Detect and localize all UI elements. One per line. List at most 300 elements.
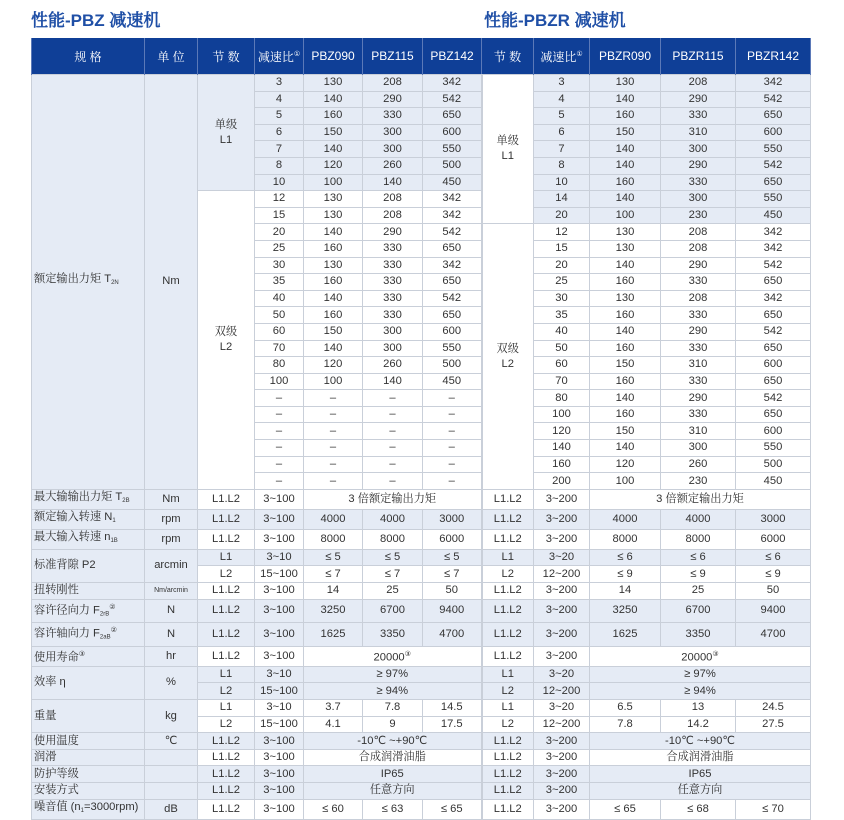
value-cell: 14.2 (661, 716, 736, 733)
value-cell: L2 (198, 566, 255, 583)
pbzr-stage-l1: 单级 L1 (482, 75, 534, 224)
value-cell: ≤ 7 (363, 566, 423, 583)
pbz-cell: 60 (255, 323, 304, 340)
pbzr-cell: 600 (736, 423, 811, 440)
mounting-row (32, 782, 811, 799)
value-cell: 12~200 (534, 566, 590, 583)
pbz-cell: 160 (304, 307, 363, 324)
pbz-cell: 342 (423, 257, 482, 274)
pbz-cell: 342 (423, 191, 482, 208)
pbzr-cell: 330 (661, 307, 736, 324)
pbz-cell: 650 (423, 307, 482, 324)
value-cell: 3~200 (534, 647, 590, 667)
pbzr-cell: 450 (736, 473, 811, 490)
value-cell: ≤ 7 (304, 566, 363, 583)
pbz-cell: 160 (304, 240, 363, 257)
pbzr-cell: 208 (661, 75, 736, 92)
lubrication-value: 合成润滑油脂 (304, 749, 482, 766)
stiffness-unit: Nm/arcmin (145, 583, 198, 600)
value-cell: 17.5 (423, 716, 482, 733)
value-cell: 24.5 (736, 700, 811, 717)
stiffness-label: 扭转刚性 (32, 583, 145, 600)
axial_force-unit: N (145, 623, 198, 647)
pbzr-cell: 208 (661, 224, 736, 241)
pbzr-cell: 300 (661, 440, 736, 457)
value-cell: L1.L2 (482, 489, 534, 509)
efficiency-l2-value: ≥ 94% (304, 683, 482, 700)
pbz-cell: 140 (304, 340, 363, 357)
max_torque-unit: Nm (145, 489, 198, 509)
max_speed-unit: rpm (145, 529, 198, 549)
efficiency-l1-value: ≥ 97% (304, 666, 482, 683)
pbzr-cell: 20 (534, 207, 590, 224)
value-cell: 3000 (736, 509, 811, 529)
value-cell: 50 (736, 583, 811, 600)
pbz-cell: 342 (423, 207, 482, 224)
pbzr-cell: 650 (736, 373, 811, 390)
max-torque-value: 3 倍额定输出力矩 (304, 489, 482, 509)
pbzr-cell: 290 (661, 257, 736, 274)
pbz-cell: 290 (363, 224, 423, 241)
value-cell: 3~100 (255, 749, 304, 766)
value-cell: L1.L2 (198, 749, 255, 766)
pbzr-cell: 15 (534, 240, 590, 257)
header-unit: 单 位 (145, 38, 198, 75)
pbz-cell: – (423, 473, 482, 490)
pbzr-cell: 12 (534, 224, 590, 241)
pbzr-cell: 20 (534, 257, 590, 274)
pbzr-cell: 290 (661, 323, 736, 340)
efficiency-l1-row (32, 666, 811, 683)
value-cell: 13 (661, 700, 736, 717)
value-cell: 3~200 (534, 509, 590, 529)
pbzr-cell: 6 (534, 124, 590, 141)
pbz-cell: 100 (255, 373, 304, 390)
value-cell: 6.5 (590, 700, 661, 717)
value-cell: 3~20 (534, 700, 590, 717)
axial_force-row (32, 623, 811, 647)
value-cell: 3~200 (534, 489, 590, 509)
value-cell: 6000 (736, 529, 811, 549)
pbzr-cell: 550 (736, 440, 811, 457)
weight-unit: kg (145, 700, 198, 733)
pbz-cell: 35 (255, 274, 304, 291)
weight-l1-row (32, 700, 811, 717)
efficiency-unit: % (145, 666, 198, 699)
pbzr-cell: 342 (736, 75, 811, 92)
pbzr-cell: 140 (590, 390, 661, 407)
pbzr-cell: 150 (590, 423, 661, 440)
value-cell: L1.L2 (198, 733, 255, 750)
pbzr-cell: 650 (736, 174, 811, 191)
pbz-cell: 330 (363, 257, 423, 274)
pbz-title: 性能-PBZ 减速机 (31, 11, 161, 30)
pbz-cell: 3 (255, 75, 304, 92)
value-cell: 3~200 (534, 799, 590, 819)
pbzr-cell: 330 (661, 373, 736, 390)
temperature-value: -10℃ ~+90℃ (304, 733, 482, 750)
pbzr-cell: 542 (736, 157, 811, 174)
pbz-cell: 450 (423, 174, 482, 191)
pbz-cell: 300 (363, 323, 423, 340)
value-cell: 7.8 (590, 716, 661, 733)
radial_force-row (32, 599, 811, 623)
pbzr-cell: 25 (534, 274, 590, 291)
header-pbzr090: PBZR090 (590, 38, 661, 75)
mounting-value-r: 任意方向 (590, 782, 811, 799)
value-cell: ≤ 63 (363, 799, 423, 819)
pbz-cell: 5 (255, 108, 304, 125)
protection-label: 防护等级 (32, 766, 145, 783)
value-cell: ≤ 6 (736, 549, 811, 566)
value-cell: L1 (482, 549, 534, 566)
pbzr-cell: 130 (590, 75, 661, 92)
value-cell: ≤ 65 (590, 799, 661, 819)
pbz-cell: 140 (304, 141, 363, 158)
value-cell: 3250 (590, 599, 661, 623)
pbz-cell: 300 (363, 124, 423, 141)
pbz-cell: 130 (304, 257, 363, 274)
value-cell: 25 (661, 583, 736, 600)
value-cell: 6000 (423, 529, 482, 549)
value-cell: 9 (363, 716, 423, 733)
value-cell: 3~100 (255, 583, 304, 600)
pbz-cell: – (363, 390, 423, 407)
value-cell: ≤ 7 (423, 566, 482, 583)
pbzr-cell: 310 (661, 423, 736, 440)
noise-row (32, 799, 811, 819)
pbz-cell: 120 (304, 357, 363, 374)
pbz-cell: 50 (255, 307, 304, 324)
value-cell: 3~200 (534, 529, 590, 549)
axial_force-label: 容许轴向力 $F_{2aB}^②$ (32, 623, 145, 647)
value-cell: ≤ 9 (736, 566, 811, 583)
pbzr-cell: 650 (736, 340, 811, 357)
value-cell: 50 (423, 583, 482, 600)
pbz-cell: 260 (363, 157, 423, 174)
pbz-cell: 40 (255, 290, 304, 307)
pbzr-cell: 160 (590, 373, 661, 390)
pbz-cell: 300 (363, 340, 423, 357)
value-cell: L1.L2 (198, 647, 255, 667)
pbz-cell: 80 (255, 357, 304, 374)
pbz-cell: 20 (255, 224, 304, 241)
efficiency-l2-value-r: ≥ 94% (590, 683, 811, 700)
rated_speed-row (32, 509, 811, 529)
pbz-cell: 130 (304, 75, 363, 92)
pbz-cell: 4 (255, 91, 304, 108)
pbz-cell: 150 (304, 124, 363, 141)
pbz-cell: 260 (363, 357, 423, 374)
value-cell: 8000 (590, 529, 661, 549)
header-ratio-r: 减速比① (534, 38, 590, 75)
pbzr-cell: 140 (590, 323, 661, 340)
pbzr-cell: 542 (736, 257, 811, 274)
pbzr-cell: 140 (590, 91, 661, 108)
pbz-cell: 600 (423, 124, 482, 141)
value-cell: 14 (304, 583, 363, 600)
value-cell: ≤ 60 (304, 799, 363, 819)
pbz-cell: 70 (255, 340, 304, 357)
noise-unit: dB (145, 799, 198, 819)
max_speed-label: 最大输入转速 $n_{1B}$ (32, 529, 145, 549)
pbz-cell: 542 (423, 224, 482, 241)
pbzr-cell: 60 (534, 357, 590, 374)
max-torque-row (32, 489, 811, 509)
header-ratio: 减速比① (255, 38, 304, 75)
pbzr-cell: 130 (590, 224, 661, 241)
value-cell: 3~100 (255, 766, 304, 783)
pbz-cell: – (363, 440, 423, 457)
value-cell: 1625 (590, 623, 661, 647)
value-cell: L1 (198, 700, 255, 717)
value-cell: 14.5 (423, 700, 482, 717)
value-cell: 4000 (661, 509, 736, 529)
value-cell: 3~100 (255, 647, 304, 667)
pbzr-cell: 600 (736, 124, 811, 141)
value-cell: 3~100 (255, 529, 304, 549)
pbzr-cell: 120 (534, 423, 590, 440)
pbzr-cell: 80 (534, 390, 590, 407)
pbz-cell: 140 (304, 91, 363, 108)
value-cell: 3~100 (255, 489, 304, 509)
pbzr-cell: 230 (661, 473, 736, 490)
pbz-cell: – (363, 406, 423, 423)
pbzr-cell: 300 (661, 141, 736, 158)
pbz-cell: 15 (255, 207, 304, 224)
pbzr-cell: 100 (590, 207, 661, 224)
value-cell: 3~200 (534, 599, 590, 623)
pbz-cell: 650 (423, 274, 482, 291)
pbzr-cell: 130 (590, 290, 661, 307)
value-cell: L1.L2 (482, 509, 534, 529)
value-cell: 3~10 (255, 549, 304, 566)
value-cell: 3.7 (304, 700, 363, 717)
lubrication-value-r: 合成润滑油脂 (590, 749, 811, 766)
value-cell: L1.L2 (482, 733, 534, 750)
value-cell: L1.L2 (482, 529, 534, 549)
pbzr-cell: 100 (534, 406, 590, 423)
header-pbz090: PBZ090 (304, 38, 363, 75)
mounting-unit (145, 782, 198, 799)
max-torque-value-r: 3 倍额定输出力矩 (590, 489, 811, 509)
pbz-cell: 25 (255, 240, 304, 257)
pbz-cell: – (255, 406, 304, 423)
pbzr-cell: 140 (590, 257, 661, 274)
value-cell: 3~200 (534, 766, 590, 783)
value-cell: 4700 (736, 623, 811, 647)
temperature-label: 使用温度 (32, 733, 145, 750)
value-cell: L1.L2 (482, 782, 534, 799)
pbzr-cell: 40 (534, 323, 590, 340)
max_torque-label: 最大输输出力矩 $T_{2B}$ (32, 489, 145, 509)
temperature-unit: ℃ (145, 733, 198, 750)
pbz-cell: 450 (423, 373, 482, 390)
value-cell: L2 (482, 716, 534, 733)
pbzr-cell: 30 (534, 290, 590, 307)
backlash-label: 标准背隙 P2 (32, 549, 145, 582)
header-pbz142: PBZ142 (423, 38, 482, 75)
pbz-cell: 140 (304, 224, 363, 241)
pbzr-cell: 260 (661, 456, 736, 473)
pbz-cell: – (363, 456, 423, 473)
torque-row (32, 75, 811, 92)
pbz-cell: 208 (363, 207, 423, 224)
noise-label: 噪音值 $(n_1=3000rpm)$ (32, 799, 145, 819)
pbzr-cell: 14 (534, 191, 590, 208)
pbz-cell: 330 (363, 290, 423, 307)
life-row (32, 647, 811, 667)
value-cell: 3~200 (534, 583, 590, 600)
header-row (32, 38, 811, 75)
value-cell: ≤ 6 (590, 549, 661, 566)
value-cell: L1.L2 (482, 583, 534, 600)
temperature-row (32, 733, 811, 750)
value-cell: ≤ 5 (363, 549, 423, 566)
pbzr-cell: 450 (736, 207, 811, 224)
pbzr-cell: 150 (590, 357, 661, 374)
pbzr-cell: 650 (736, 108, 811, 125)
pbzr-cell: 140 (590, 191, 661, 208)
pbzr-cell: 160 (590, 274, 661, 291)
pbzr-cell: 120 (590, 456, 661, 473)
lubrication-label: 润滑 (32, 749, 145, 766)
value-cell: L1 (198, 549, 255, 566)
weight-label: 重量 (32, 700, 145, 733)
pbzr-cell: 140 (534, 440, 590, 457)
life-unit: hr (145, 647, 198, 667)
pbzr-cell: 542 (736, 390, 811, 407)
pbz-cell: 330 (363, 307, 423, 324)
pbzr-cell: 330 (661, 174, 736, 191)
pbz-cell: 550 (423, 340, 482, 357)
pbzr-cell: 290 (661, 91, 736, 108)
header-pbz115: PBZ115 (363, 38, 423, 75)
pbz-cell: 160 (304, 274, 363, 291)
value-cell: 3~20 (534, 666, 590, 683)
pbz-cell: 542 (423, 290, 482, 307)
pbzr-cell: 300 (661, 191, 736, 208)
value-cell: 3~100 (255, 782, 304, 799)
value-cell: L1.L2 (198, 529, 255, 549)
pbzr-cell: 230 (661, 207, 736, 224)
value-cell: L1 (198, 666, 255, 683)
pbz-cell: 342 (423, 75, 482, 92)
pbz-cell: 140 (304, 290, 363, 307)
pbz-cell: 6 (255, 124, 304, 141)
pbz-cell: 160 (304, 108, 363, 125)
pbz-cell: 550 (423, 141, 482, 158)
value-cell: 15~100 (255, 566, 304, 583)
pbz-cell: – (304, 423, 363, 440)
value-cell: 3350 (661, 623, 736, 647)
pbz-cell: – (363, 423, 423, 440)
pbzr-cell: 8 (534, 157, 590, 174)
pbzr-cell: 542 (736, 323, 811, 340)
pbzr-cell: 342 (736, 224, 811, 241)
pbz-cell: 100 (304, 174, 363, 191)
life-value-r: 20000③ (590, 647, 811, 667)
pbz-cell: 30 (255, 257, 304, 274)
value-cell: 15~100 (255, 683, 304, 700)
value-cell: 4000 (363, 509, 423, 529)
value-cell: 12~200 (534, 683, 590, 700)
value-cell: 1625 (304, 623, 363, 647)
pbzr-cell: 650 (736, 274, 811, 291)
value-cell: ≤ 70 (736, 799, 811, 819)
pbzr-cell: 342 (736, 240, 811, 257)
lubrication-unit (145, 749, 198, 766)
value-cell: 25 (363, 583, 423, 600)
pbz-cell: – (304, 406, 363, 423)
header-spec: 规 格 (32, 38, 145, 75)
value-cell: 6700 (661, 599, 736, 623)
pbz-cell: 500 (423, 357, 482, 374)
header-stage: 节 数 (198, 38, 255, 75)
pbzr-cell: 35 (534, 307, 590, 324)
value-cell: L1.L2 (482, 766, 534, 783)
pbz-cell: 290 (363, 91, 423, 108)
value-cell: 3~200 (534, 623, 590, 647)
protection-value-r: IP65 (590, 766, 811, 783)
value-cell: L1 (482, 700, 534, 717)
protection-unit (145, 766, 198, 783)
value-cell: 4000 (590, 509, 661, 529)
pbz-cell: – (255, 473, 304, 490)
pbzr-cell: 4 (534, 91, 590, 108)
backlash-unit: arcmin (145, 549, 198, 582)
pbz-cell: – (423, 390, 482, 407)
pbz-cell: – (304, 440, 363, 457)
value-cell: 3~100 (255, 599, 304, 623)
pbz-cell: 650 (423, 240, 482, 257)
pbz-cell: – (423, 406, 482, 423)
radial_force-unit: N (145, 599, 198, 623)
pbzr-cell: 140 (590, 157, 661, 174)
pbz-cell: 300 (363, 141, 423, 158)
pbz-cell: – (423, 456, 482, 473)
pbzr-cell: 50 (534, 340, 590, 357)
value-cell: 6700 (363, 599, 423, 623)
efficiency-label: 效率 η (32, 666, 145, 699)
value-cell: 14 (590, 583, 661, 600)
mounting-value: 任意方向 (304, 782, 482, 799)
value-cell: L1.L2 (198, 766, 255, 783)
value-cell: L1 (482, 666, 534, 683)
value-cell: 8000 (304, 529, 363, 549)
pbz-cell: 330 (363, 240, 423, 257)
protection-value: IP65 (304, 766, 482, 783)
value-cell: L2 (198, 716, 255, 733)
life-label: 使用寿命③ (32, 647, 145, 667)
value-cell: L1.L2 (482, 749, 534, 766)
pbzr-cell: 10 (534, 174, 590, 191)
pbzr-cell: 140 (590, 440, 661, 457)
pbzr-cell: 550 (736, 141, 811, 158)
pbzr-cell: 290 (661, 390, 736, 407)
value-cell: L1.L2 (482, 599, 534, 623)
pbzr-cell: 330 (661, 406, 736, 423)
pbzr-cell: 200 (534, 473, 590, 490)
pbz-cell: 100 (304, 373, 363, 390)
spec-table (31, 38, 811, 820)
value-cell: ≤ 6 (661, 549, 736, 566)
value-cell: 3~10 (255, 700, 304, 717)
temperature-value-r: -10℃ ~+90℃ (590, 733, 811, 750)
value-cell: ≤ 5 (304, 549, 363, 566)
value-cell: 9400 (736, 599, 811, 623)
pbzr-cell: 70 (534, 373, 590, 390)
